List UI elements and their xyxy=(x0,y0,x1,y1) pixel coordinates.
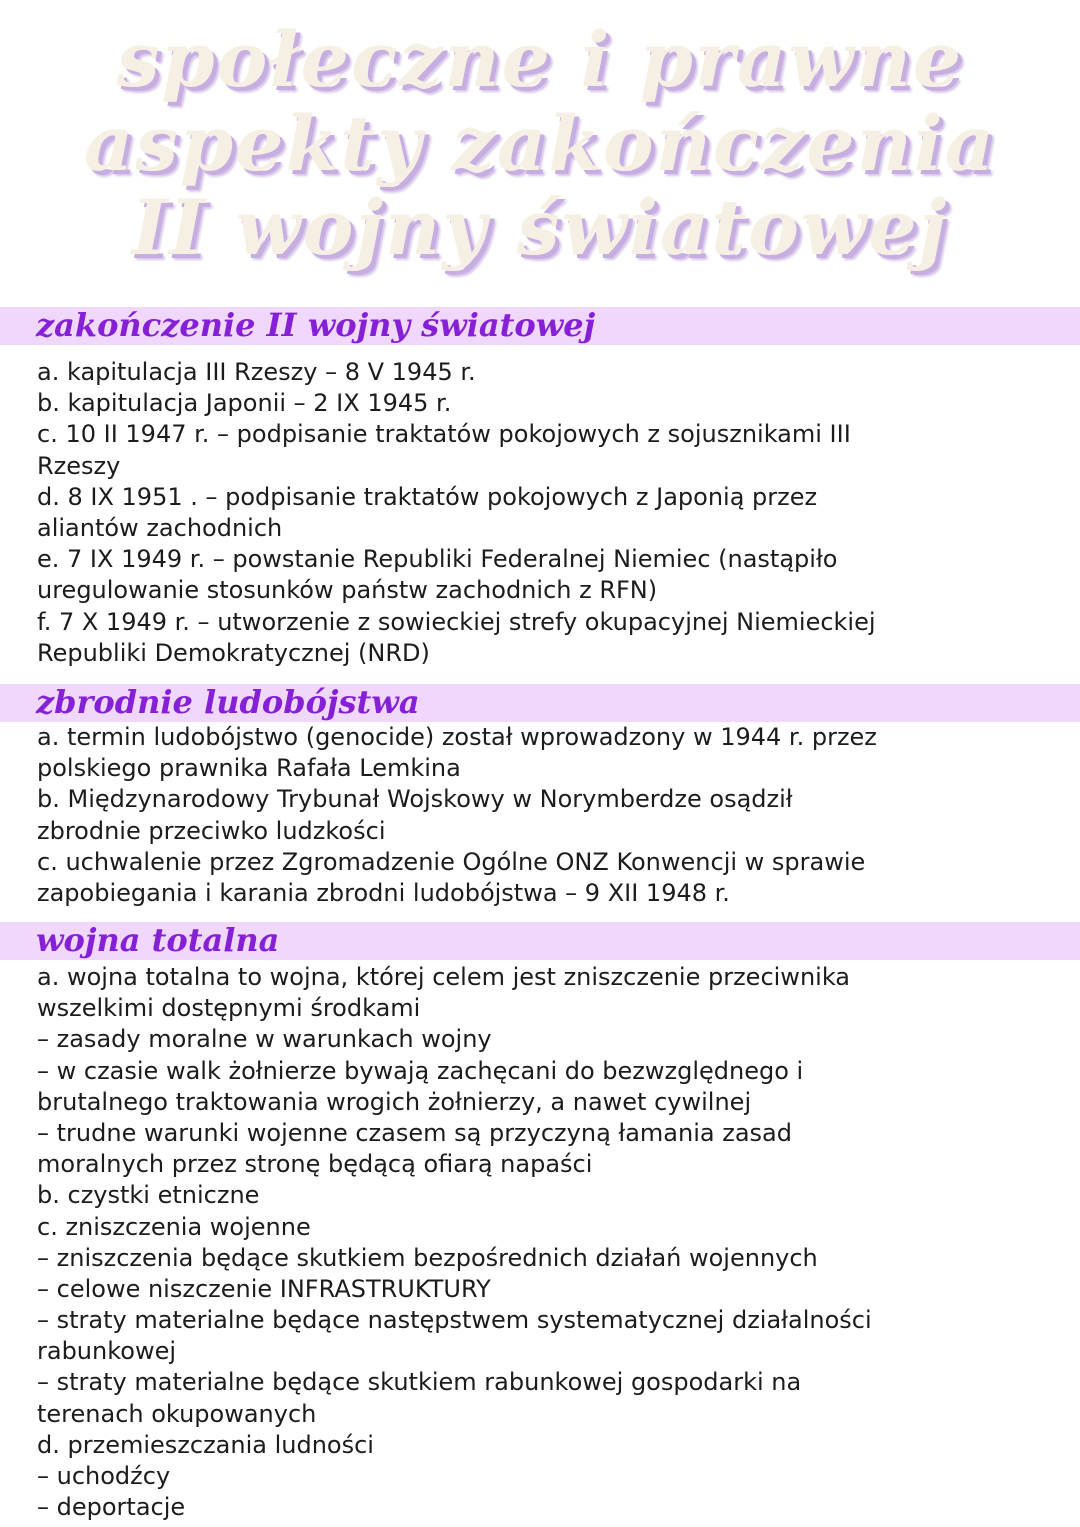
page-title-line-1: społeczne i prawne xyxy=(116,15,964,104)
list-item: – trudne warunki wojenne czasem są przyczyną łamania zasad xyxy=(37,1118,792,1147)
list-item: b. czystki etniczne xyxy=(37,1181,260,1210)
list-item: c. zniszczenia wojenne xyxy=(37,1212,311,1241)
list-item: – straty materialne będące następstwem systematycznej działalności xyxy=(37,1306,872,1335)
list-item: f. 7 X 1949 r. – utworzenie z sowieckiej strefy okupacyjnej Niemieckiej xyxy=(37,607,876,636)
list-item: – zasady moralne w warunkach wojny xyxy=(37,1025,492,1054)
list-item: a. termin ludobójstwo (genocide) został wprowadzony w 1944 r. przez xyxy=(37,723,877,751)
section-body-genocide xyxy=(37,722,1047,909)
list-item: b. kapitulacja Japonii – 2 IX 1945 r. xyxy=(37,389,452,418)
section-body-total-war xyxy=(37,962,1047,1523)
section-heading-genocide: zbrodnie ludobójstwa xyxy=(36,683,420,721)
list-item: d. przemieszczania ludności xyxy=(37,1430,374,1459)
list-item: e. 7 IX 1949 r. – powstanie Republiki Federalnej Niemiec (nastąpiło xyxy=(37,545,838,574)
list-item: aliantów zachodnich xyxy=(37,513,283,542)
list-item: a. kapitulacja III Rzeszy – 8 V 1945 r. xyxy=(37,358,476,386)
list-item: – celowe niszczenie INFRASTRUKTURY xyxy=(37,1274,491,1303)
list-item: – zniszczenia będące skutkiem bezpośrednich działań wojennych xyxy=(37,1243,818,1272)
list-item: d. 8 IX 1951 . – podpisanie traktatów pokojowych z Japonią przez xyxy=(37,482,818,511)
list-item: moralnych przez stronę będącą ofiarą napaści xyxy=(37,1150,593,1179)
list-item: – straty materialne będące skutkiem rabunkowej gospodarki na xyxy=(37,1368,802,1397)
page-title xyxy=(0,15,1080,272)
list-item: b. Międzynarodowy Trybunał Wojskowy w Norymberdze osądził xyxy=(37,785,793,814)
list-item: zapobiegania i karania zbrodni ludobójstwa – 9 XII 1948 r. xyxy=(37,878,730,907)
list-item: Rzeszy xyxy=(37,451,121,480)
list-item: terenach okupowanych xyxy=(37,1399,317,1428)
list-item: Republiki Demokratycznej (NRD) xyxy=(37,638,430,667)
section-heading-total-war: wojna totalna xyxy=(36,921,280,959)
list-item: c. uchwalenie przez Zgromadzenie Ogólne ONZ Konwencji w sprawie xyxy=(37,847,866,876)
page-title-line-3: II wojny światowej xyxy=(131,183,949,272)
list-item: – w czasie walk żołnierze bywają zachęcani do bezwzględnego i xyxy=(37,1056,804,1085)
section-body-end-of-war xyxy=(37,357,1047,669)
section-heading-end-of-war: zakończenie II wojny światowej xyxy=(36,306,596,344)
list-item: wszelkimi dostępnymi środkami xyxy=(37,994,421,1023)
list-item: rabunkowej xyxy=(37,1337,177,1366)
list-item: zbrodnie przeciwko ludzkości xyxy=(37,816,386,845)
list-item: uregulowanie stosunków państw zachodnich z RFN) xyxy=(37,576,658,605)
list-item: – uchodźcy xyxy=(37,1462,171,1490)
list-item: c. 10 II 1947 r. – podpisanie traktatów pokojowych z sojusznikami III xyxy=(37,420,851,449)
list-item: polskiego prawnika Rafała Lemkina xyxy=(37,754,461,783)
list-item: brutalnego traktowania wrogich żołnierzy, a nawet cywilnej xyxy=(37,1087,752,1116)
page-title-line-2: aspekty zakończenia xyxy=(83,99,997,188)
list-item: – deportacje xyxy=(37,1493,186,1522)
list-item: a. wojna totalna to wojna, której celem jest zniszczenie przeciwnika xyxy=(37,963,850,991)
